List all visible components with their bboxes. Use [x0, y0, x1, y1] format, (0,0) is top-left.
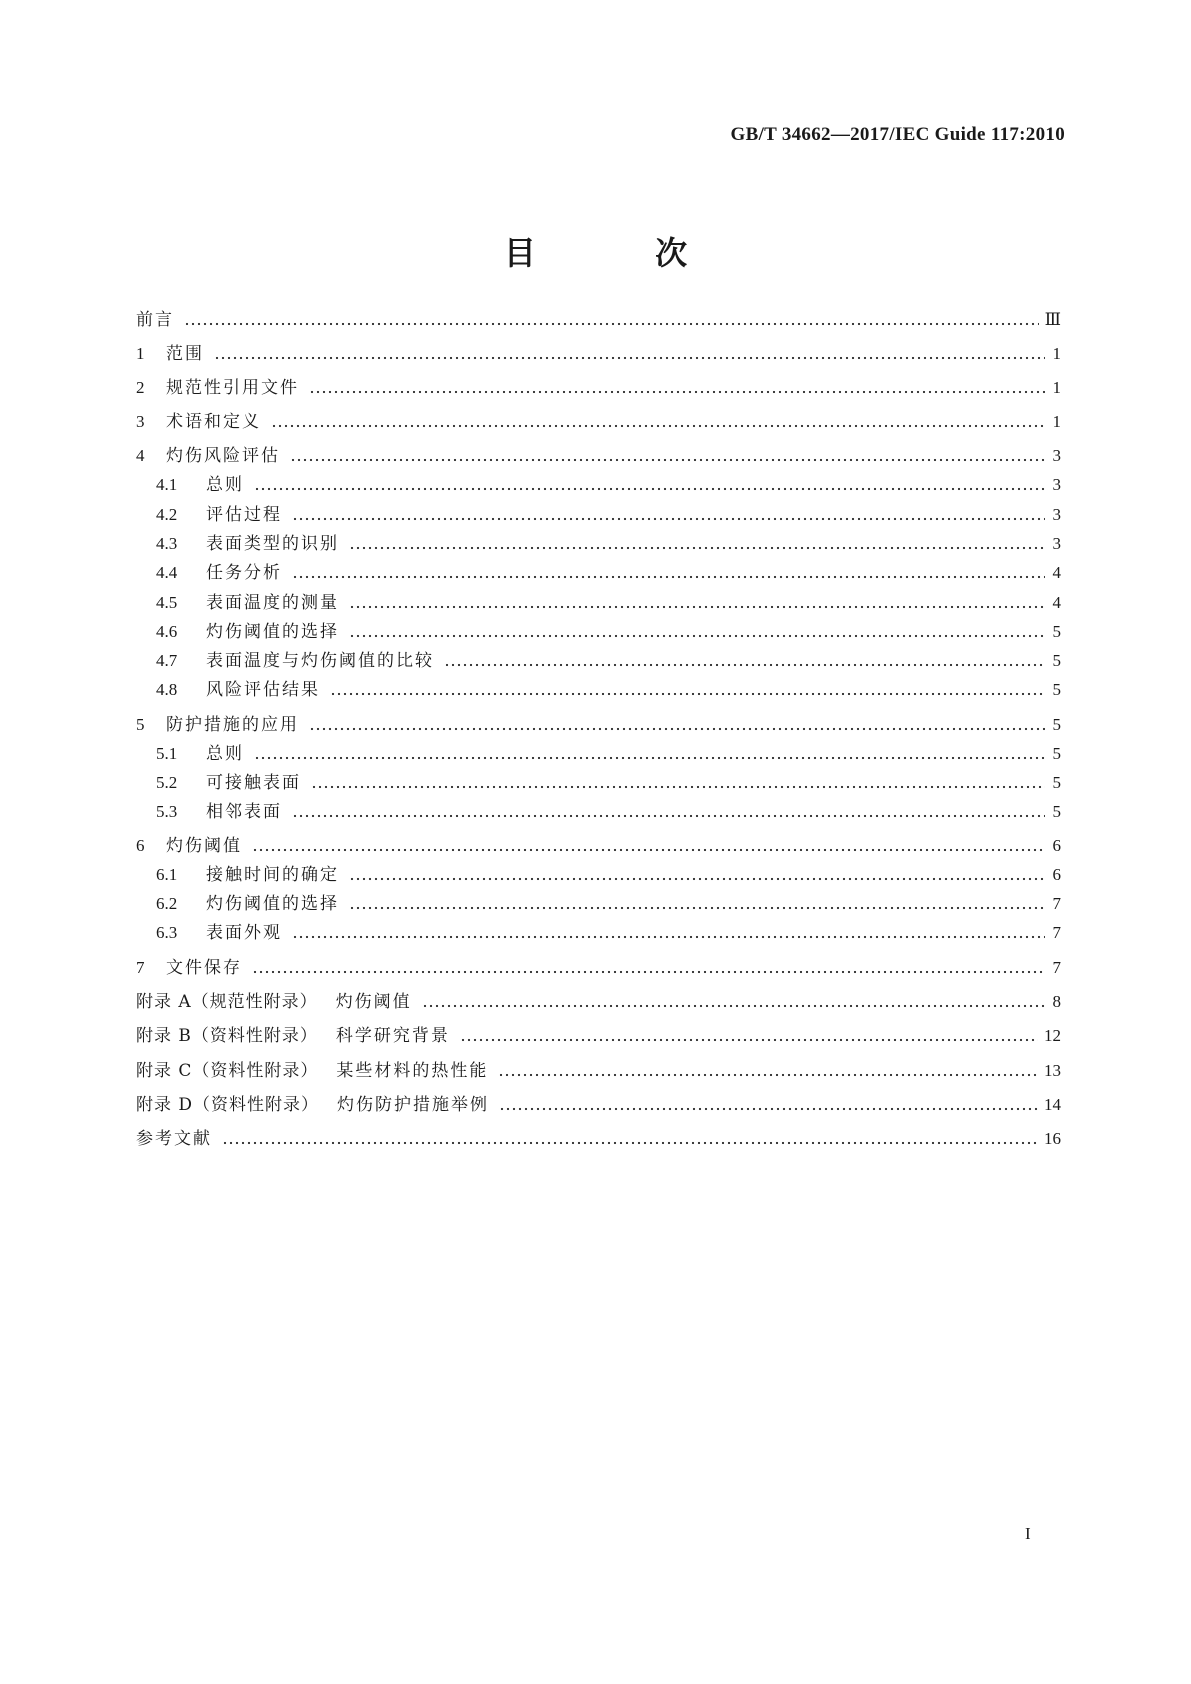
toc-entry-number: 4.8 [156, 680, 178, 699]
toc-entry-number: 4.6 [156, 622, 178, 641]
toc-entry-label: 科学研究背景 [335, 1026, 450, 1046]
toc-entry-page: 6 [1052, 865, 1061, 884]
toc-leader-dots [460, 1038, 1038, 1042]
toc-entry-label: 表面温度与灼伤阈值的比较 [206, 651, 434, 671]
toc-entry-label: 表面温度的测量 [206, 593, 339, 613]
toc-entry-number: 6.1 [156, 865, 178, 884]
toc-leader-dots [252, 848, 1045, 852]
toc-entry-number: 6 [136, 836, 145, 855]
toc-entry-page: 14 [1044, 1095, 1061, 1114]
toc-entry-label: 任务分析 [206, 563, 282, 583]
toc-leader-dots [349, 546, 1045, 550]
toc-entry-label: 范围 [166, 344, 204, 364]
toc-entry-appendix-prefix: 附录 C（资料性附录） [136, 1061, 319, 1081]
toc-leader-dots [499, 1107, 1038, 1111]
toc-entry-label: 可接触表面 [206, 773, 301, 793]
toc-leader-dots [349, 634, 1045, 638]
toc-entry[interactable] [156, 500, 1061, 526]
toc-leader-dots [349, 877, 1045, 881]
toc-entry[interactable] [136, 373, 1061, 399]
toc-entry-page: 7 [1052, 958, 1061, 977]
toc-entry-number: 5.1 [156, 744, 178, 763]
toc-entry-label: 总则 [206, 475, 244, 495]
toc-entry-label: 规范性引用文件 [166, 378, 299, 398]
toc-entry[interactable] [156, 617, 1061, 643]
toc-entry[interactable] [136, 1021, 1061, 1047]
toc-entry-number: 7 [136, 958, 145, 977]
page-number: I [1025, 1524, 1031, 1543]
toc-entry-number: 5 [136, 715, 145, 734]
toc-entry-number: 6.2 [156, 894, 178, 913]
toc-entry-label: 文件保存 [166, 958, 242, 978]
toc-entry[interactable] [136, 441, 1061, 467]
toc-leader-dots [349, 605, 1045, 609]
toc-entry-appendix-prefix: 附录 D（资料性附录） [136, 1095, 320, 1115]
toc-entry[interactable] [136, 1056, 1061, 1082]
toc-entry-page: 3 [1052, 534, 1061, 553]
toc-entry-label: 表面外观 [206, 923, 282, 943]
toc-entry[interactable] [156, 558, 1061, 584]
toc-entry[interactable] [156, 918, 1061, 944]
toc-entry-label: 表面类型的识别 [206, 534, 339, 554]
standard-code: GB/T 34662—2017/IEC Guide 117:2010 [730, 124, 1065, 145]
toc-entry-page: 5 [1052, 622, 1061, 641]
toc-entry-appendix-prefix: 附录 A（规范性附录） [136, 992, 318, 1012]
toc-entry-number: 3 [136, 412, 145, 431]
toc-entry-page: 7 [1052, 923, 1061, 942]
toc-entry-page: 12 [1044, 1026, 1061, 1045]
toc-entry[interactable] [136, 710, 1061, 736]
toc-entry-number: 4.2 [156, 505, 178, 524]
toc-entry-number: 2 [136, 378, 145, 397]
toc-entry-page: 5 [1052, 744, 1061, 763]
toc-leader-dots [311, 785, 1045, 789]
toc-entry-page: 16 [1044, 1129, 1061, 1148]
toc-entry[interactable] [136, 953, 1061, 979]
toc-leader-dots [290, 458, 1045, 462]
toc-leader-dots [222, 1141, 1038, 1145]
toc-entry-page: 4 [1052, 593, 1061, 612]
toc-entry-number: 5.3 [156, 802, 178, 821]
toc-entry-page: 6 [1052, 836, 1061, 855]
toc-entry-page: 5 [1052, 773, 1061, 792]
toc-leader-dots [292, 575, 1045, 579]
toc-entry-page: 7 [1052, 894, 1061, 913]
toc-entry-page: 5 [1052, 802, 1061, 821]
toc-entry-number: 5.2 [156, 773, 178, 792]
toc-entry-page: 5 [1052, 651, 1061, 670]
toc-entry-label: 评估过程 [206, 505, 282, 525]
toc-entry-page: 5 [1052, 715, 1061, 734]
toc-leader-dots [292, 814, 1045, 818]
toc-entry[interactable] [136, 1090, 1061, 1116]
toc-entry-page: 8 [1052, 992, 1061, 1011]
toc-leader-dots [292, 935, 1045, 939]
toc-entry-label: 某些材料的热性能 [336, 1061, 489, 1081]
toc-entry-label: 灼伤阈值的选择 [206, 894, 339, 914]
toc-leader-dots [444, 663, 1045, 667]
toc-entry-page: Ⅲ [1044, 310, 1061, 329]
toc-leader-dots [292, 517, 1045, 521]
toc-leader-dots [214, 356, 1045, 360]
toc-entry[interactable] [156, 797, 1061, 823]
toc-entry[interactable] [156, 675, 1061, 701]
toc-entry[interactable] [136, 305, 1061, 331]
toc-leader-dots [254, 487, 1045, 491]
toc-entry[interactable] [156, 588, 1061, 614]
toc-entry-page: 3 [1052, 446, 1061, 465]
toc-entry-label: 灼伤阈值的选择 [206, 622, 339, 642]
toc-leader-dots [309, 727, 1045, 731]
toc-entry-number: 1 [136, 344, 145, 363]
toc-entry-label: 灼伤防护措施举例 [337, 1095, 490, 1115]
toc-entry-label: 接触时间的确定 [206, 865, 339, 885]
toc-entry-number: 4 [136, 446, 145, 465]
toc-entry[interactable] [136, 339, 1061, 365]
toc-entry-page: 13 [1044, 1061, 1061, 1080]
toc-entry[interactable] [136, 987, 1061, 1013]
toc-entry-page: 1 [1052, 344, 1061, 363]
toc-entry-label: 风险评估结果 [206, 680, 320, 700]
toc-leader-dots [349, 906, 1045, 910]
toc-entry-page: 3 [1052, 505, 1061, 524]
toc-entry[interactable] [156, 860, 1061, 886]
toc-entry-number: 4.4 [156, 563, 178, 582]
toc-leader-dots [498, 1073, 1038, 1077]
toc-entry-page: 4 [1052, 563, 1061, 582]
toc-entry[interactable] [136, 1124, 1061, 1150]
toc-entry-appendix-prefix: 附录 B（资料性附录） [136, 1026, 318, 1046]
toc-leader-dots [184, 322, 1039, 326]
toc-entry-page: 1 [1052, 412, 1061, 431]
page-title: 目 次 [503, 234, 742, 272]
toc-leader-dots [271, 424, 1045, 428]
toc-entry-page: 3 [1052, 475, 1061, 494]
toc-entry[interactable] [156, 470, 1061, 496]
toc-entry-label: 总则 [206, 744, 244, 764]
toc-leader-dots [254, 756, 1045, 760]
toc-entry-number: 6.3 [156, 923, 178, 942]
toc-entry[interactable] [156, 529, 1061, 555]
toc-entry[interactable] [136, 407, 1061, 433]
toc-entry-label: 灼伤风险评估 [166, 446, 280, 466]
toc-entry[interactable] [156, 768, 1061, 794]
toc-entry[interactable] [156, 889, 1061, 915]
toc-entry-page: 1 [1052, 378, 1061, 397]
toc-entry-number: 4.7 [156, 651, 178, 670]
toc-entry-label: 前言 [136, 310, 174, 330]
toc-entry-page: 5 [1052, 680, 1061, 699]
toc-entry-number: 4.5 [156, 593, 178, 612]
toc-leader-dots [252, 970, 1045, 974]
toc-entry-label: 相邻表面 [206, 802, 282, 822]
toc-entry[interactable] [156, 646, 1061, 672]
toc-leader-dots [330, 692, 1045, 696]
toc-entry-label: 灼伤阈值 [335, 992, 412, 1012]
toc-entry-number: 4.1 [156, 475, 178, 494]
toc-entry[interactable] [136, 831, 1061, 857]
toc-leader-dots [309, 390, 1045, 394]
toc-entry[interactable] [156, 739, 1061, 765]
toc-entry-label: 术语和定义 [166, 412, 261, 432]
toc-entry-label: 防护措施的应用 [166, 715, 299, 735]
toc-entry-label: 参考文献 [136, 1129, 212, 1149]
toc-entry-label: 灼伤阈值 [166, 836, 242, 856]
toc-leader-dots [422, 1004, 1045, 1008]
toc-entry-number: 4.3 [156, 534, 178, 553]
